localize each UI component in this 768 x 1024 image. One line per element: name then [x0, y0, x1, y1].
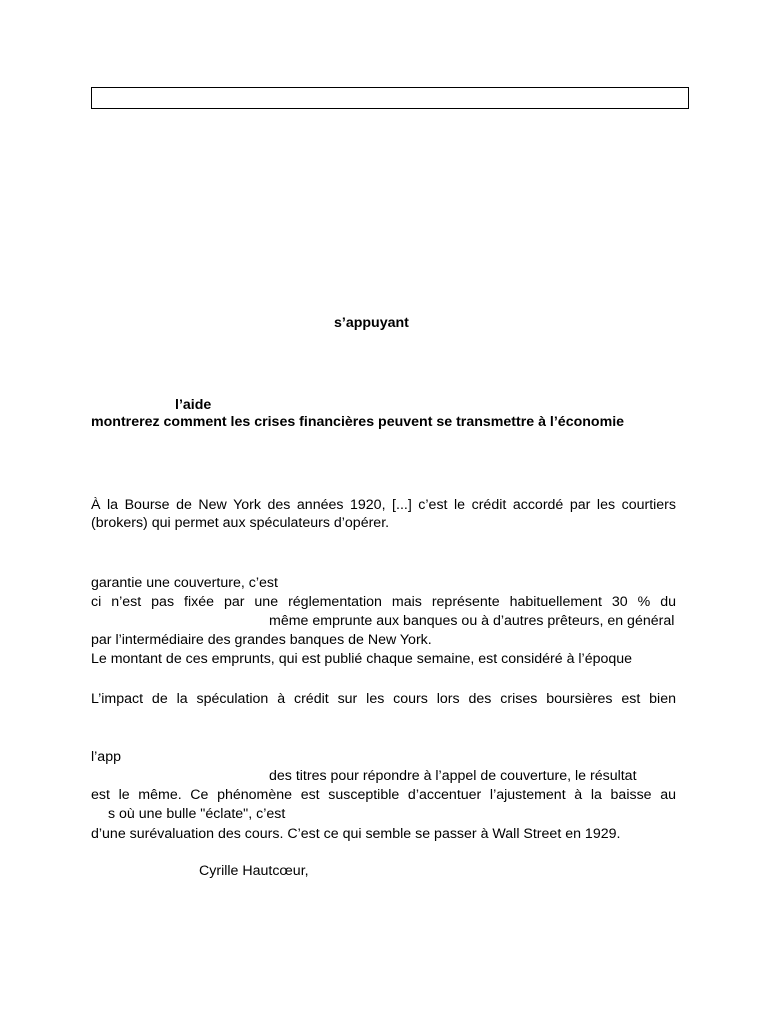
paragraph4-line-5: d’une surévaluation des cours. C’est ce qui semble se passer à Wall Street en 1929.: [91, 826, 621, 842]
instruction-line-1: l’aide: [175, 397, 212, 413]
paragraph4-line-1: l’app: [91, 749, 121, 765]
paragraph2-line-5: Le montant de ces emprunts, qui est publié chaque semaine, est considéré à l’époque: [91, 651, 633, 667]
paragraph4-line-2: des titres pour répondre à l’appel de couverture, le résultat: [269, 768, 637, 784]
paragraph1-line-1: À la Bourse de New York des années 1920, [...] c’est le crédit accordé par les courtiers: [91, 497, 676, 513]
paragraph2-line-4: par l’intermédiaire des grandes banques de New York.: [91, 632, 432, 648]
paragraph2-line-2: ci n’est pas fixée par une réglementation mais représente habituellement 30 % du: [91, 594, 676, 610]
source-author: Cyrille Hautcœur,: [199, 863, 309, 879]
header-box: [91, 87, 689, 109]
paragraph4-line-3: est le même. Ce phénomène est susceptible d’accentuer l’ajustement à la baisse au: [91, 787, 676, 803]
paragraph4-line-4: s où une bulle "éclate", c’est: [108, 806, 286, 822]
instruction-line-2: montrerez comment les crises financières peuvent se transmettre à l’économie: [91, 414, 625, 430]
heading-fragment: s’appuyant: [334, 315, 409, 331]
paragraph1-line-2: (brokers) qui permet aux spéculateurs d’opérer.: [91, 515, 390, 531]
paragraph3-line-1: L’impact de la spéculation à crédit sur les cours lors des crises boursières est bien: [91, 691, 676, 707]
paragraph2-line-1: garantie une couverture, c’est: [91, 575, 278, 591]
paragraph2-line-3: même emprunte aux banques ou à d’autres prêteurs, en général: [269, 613, 675, 629]
